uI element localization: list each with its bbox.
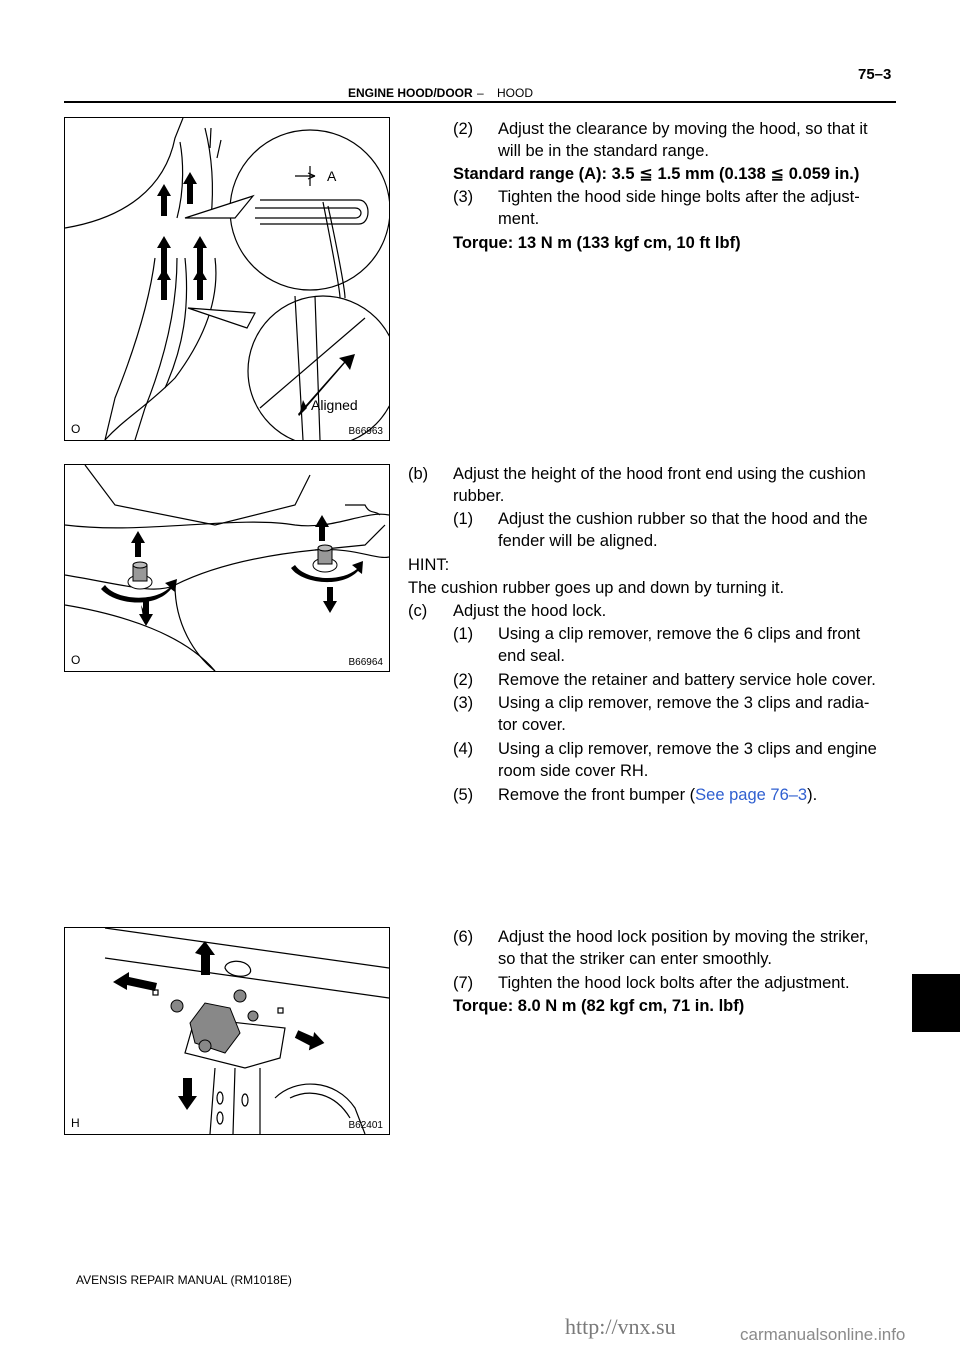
label-aligned: Aligned <box>311 397 358 413</box>
figure-hood-lock <box>64 927 390 1135</box>
standard-range: Standard range (A): 3.5 ≦ 1.5 mm (0.138 ≦ 0.059 in.) <box>453 165 860 183</box>
step-text: Using a clip remover, remove the 3 clips and engine <box>498 740 877 758</box>
step-number: (c) <box>408 602 428 620</box>
hood-lock-illustration <box>65 928 389 1134</box>
figure-corner-mark: O <box>71 653 81 667</box>
header-title: ENGINE HOOD/DOOR <box>348 86 473 100</box>
watermark-left[interactable]: http://vnx.su <box>565 1314 676 1339</box>
torque-spec-1: Torque: 13 N m (133 kgf cm, 10 ft lbf) <box>453 234 741 252</box>
step-text: Adjust the hood lock position by moving the striker, <box>498 928 869 946</box>
figure-code: B66963 <box>348 426 383 437</box>
step-number: (3) <box>453 188 474 206</box>
step-number: (2) <box>453 120 474 138</box>
step-text: ment. <box>498 210 540 228</box>
step-number: (2) <box>453 671 474 689</box>
figure-code: B66964 <box>348 657 383 668</box>
figure-hood-clearance <box>64 117 390 441</box>
step-text: rubber. <box>453 487 505 505</box>
hood-clearance-illustration <box>65 118 389 440</box>
page-number: 75–3 <box>858 66 892 83</box>
watermark-right[interactable]: carmanualsonline.info <box>740 1325 906 1344</box>
figure-cushion-rubber <box>64 464 390 672</box>
step-text: room side cover RH. <box>498 762 649 780</box>
step-text <box>498 784 817 806</box>
figure-corner-mark: O <box>71 422 81 436</box>
step-text: Remove the retainer and battery service hole cover. <box>498 671 876 689</box>
step-number: (1) <box>453 510 474 528</box>
cushion-rubber-illustration <box>65 465 389 671</box>
step-text-post: ). <box>807 786 818 804</box>
figure-corner-mark: H <box>71 1116 80 1130</box>
step-text: Adjust the cushion rubber so that the hood and the <box>498 510 868 528</box>
hint-text: The cushion rubber goes up and down by turning it. <box>408 579 785 597</box>
see-page-link[interactable]: See page 76–3 <box>695 786 808 804</box>
figure-code: B62401 <box>348 1120 383 1131</box>
step-number: (1) <box>453 625 474 643</box>
step-text: Adjust the clearance by moving the hood, so that it <box>498 120 868 138</box>
label-a: A <box>327 168 337 184</box>
step-number: (3) <box>453 694 474 712</box>
step-text-pre: Remove the front bumper ( <box>498 786 696 804</box>
step-number: (5) <box>453 786 474 804</box>
step-text: tor cover. <box>498 716 566 734</box>
torque-spec-2: Torque: 8.0 N m (82 kgf cm, 71 in. lbf) <box>453 997 745 1015</box>
step-text: end seal. <box>498 647 565 665</box>
header-rule <box>64 101 896 103</box>
step-number: (b) <box>408 465 429 483</box>
footer-manual: AVENSIS REPAIR MANUAL (RM1018E) <box>76 1273 292 1287</box>
step-text: so that the striker can enter smoothly. <box>498 950 772 968</box>
step-text: fender will be aligned. <box>498 532 658 550</box>
hint-label: HINT: <box>408 556 450 574</box>
step-text: Tighten the hood side hinge bolts after the adjust- <box>498 188 860 206</box>
step-text: Using a clip remover, remove the 3 clips and radia- <box>498 694 870 712</box>
step-number: (6) <box>453 928 474 946</box>
step-text: Tighten the hood lock bolts after the adjustment. <box>498 974 850 992</box>
step-text: Adjust the height of the hood front end using the cushion <box>453 465 866 483</box>
step-number: (7) <box>453 974 474 992</box>
step-text: Adjust the hood lock. <box>453 602 607 620</box>
step-text: Using a clip remover, remove the 6 clips and front <box>498 625 861 643</box>
header-dash: – <box>477 86 484 100</box>
section-tab-marker <box>912 974 960 1032</box>
step-text: will be in the standard range. <box>498 142 709 160</box>
header-subtitle: HOOD <box>497 86 533 100</box>
step-number: (4) <box>453 740 474 758</box>
